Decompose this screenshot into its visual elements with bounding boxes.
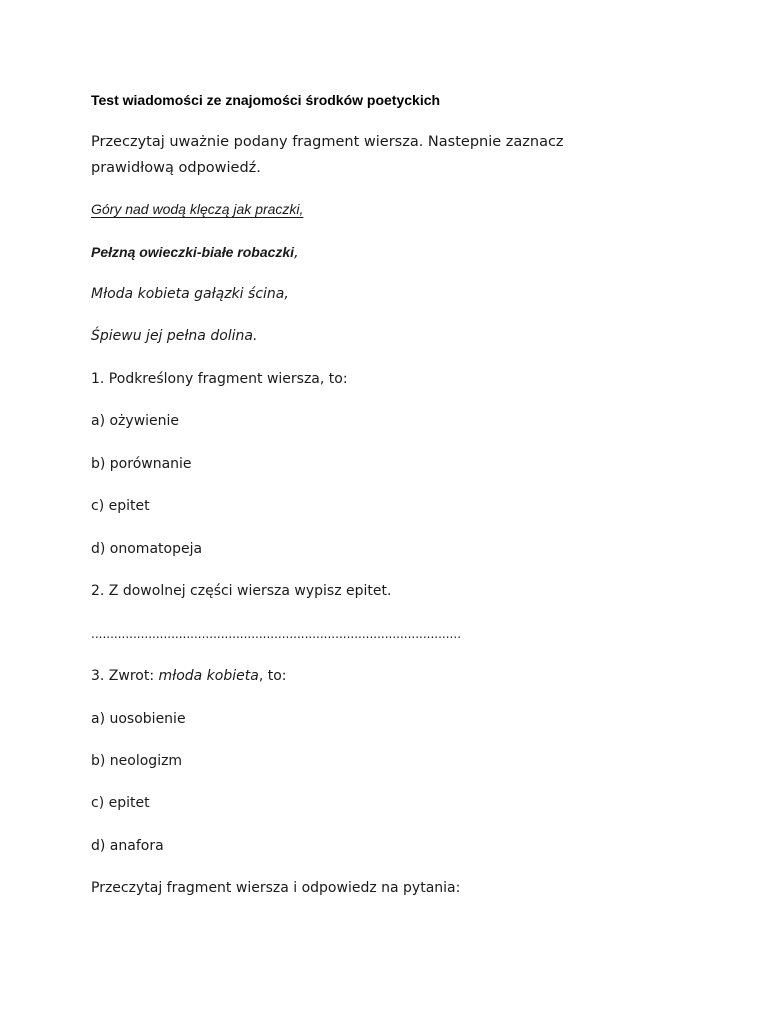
- closing-instruction: Przeczytaj fragment wiersza i odpowiedz na pytania:: [91, 880, 461, 896]
- instructions-paragraph: Przeczytaj uważnie podany fragment wiersza. Nastepnie zaznacz prawidłową odpowiedź.: [91, 134, 564, 176]
- question-1-option-b: b) porównanie: [91, 456, 192, 472]
- verse-line-2: [91, 242, 299, 263]
- verse-line-2-bold: Pełzną owieczki-białe robaczki: [91, 244, 295, 260]
- verse-line-1-underlined: Góry nad wodą klęczą jak praczki,: [91, 201, 304, 217]
- question-3-prompt: [91, 666, 286, 686]
- question-3-option-c: c) epitet: [91, 795, 150, 811]
- question-1-option-a: a) ożywienie: [91, 413, 180, 429]
- document-title: Test wiadomości ze znajomości środków poetyckich: [91, 92, 441, 108]
- question-3-option-d: d) anafora: [91, 838, 164, 854]
- question-2-answer-line: .................................................................................................: [91, 627, 462, 641]
- question-3-option-b: b) neologizm: [91, 753, 183, 769]
- question-1-option-c: c) epitet: [91, 498, 150, 514]
- question-3-option-a: a) uosobienie: [91, 711, 186, 727]
- verse-line-4: Śpiewu jej pełna dolina.: [91, 328, 258, 344]
- question-2-prompt: 2. Z dowolnej części wiersza wypisz epitet.: [91, 583, 392, 599]
- question-3-prompt-end: , to:: [258, 668, 287, 684]
- question-1-option-d: d) onomatopeja: [91, 541, 203, 557]
- verse-line-2-tail: ,: [294, 245, 299, 261]
- verse-line-3: Młoda kobieta gałązki ścina,: [91, 286, 289, 302]
- question-3-prompt-phrase: młoda kobieta: [158, 668, 259, 684]
- question-1-prompt: 1. Podkreślony fragment wiersza, to:: [91, 371, 348, 387]
- question-3-prompt-start: 3. Zwrot:: [91, 668, 159, 684]
